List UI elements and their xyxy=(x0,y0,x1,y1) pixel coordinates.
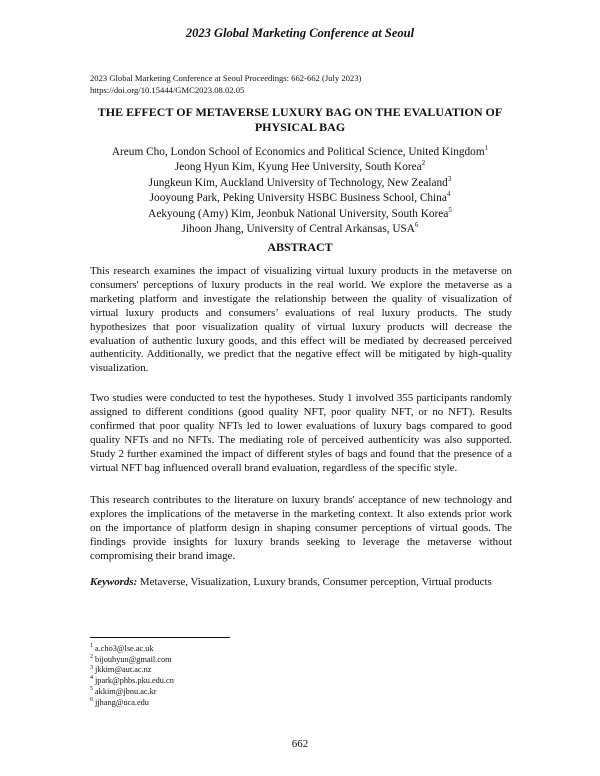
affiliation-marker: 4 xyxy=(446,190,451,199)
author-line: Jihoon Jhang, University of Central Arkansas, USA$^6$ xyxy=(181,221,419,236)
abstract-paragraph-2: Two studies were conducted to test the hypotheses. Study 1 involved 355 participants randomly assigned to different conditions (good quality NFT, poor quality NFT, or no NFT). Results confirmed that poor quality NFTs led to lower evaluations of luxury bags compared to good quality NFTs and no NFTs. The mediating role of perceived authenticity was also supported. Study 2 further examined the impact of different styles of bags and found that the presence of a virtual NFT bag influenced overall brand evaluation, regardless of the specific style. xyxy=(90,392,512,474)
email-link[interactable]: jkkim@aut.ac.nz xyxy=(95,665,152,675)
page-number: 662 xyxy=(291,738,309,750)
doi-link[interactable]: https://doi.org/10.15444/GMC2023.08.02.05 xyxy=(90,85,245,95)
footnote: $^6$ jjhang@uca.edu xyxy=(90,696,149,707)
email-link[interactable]: bijouhyun@gmail.com xyxy=(95,654,172,664)
author-line: Areum Cho, London School of Economics and Political Science, United Kingdom$^1$ xyxy=(111,144,489,158)
proceedings-info xyxy=(90,72,530,96)
footnote: $^1$ a.cho3@lse.ac.uk xyxy=(90,643,154,653)
author-line: Jooyoung Park, Peking University HSBC Business School, China$^4$ xyxy=(149,190,451,205)
footnote: $^3$ jkkim@aut.ac.nz xyxy=(90,664,152,675)
affiliation-marker: 5 xyxy=(448,205,452,214)
affiliation-marker: 6 xyxy=(414,221,419,230)
abstract-paragraph-1: This research examines the impact of visualizing virtual luxury products in the metaverse on consumers' perceptions of luxury products in the real world. We explore the metaverse as a marketing platform and investigate the relationship between the quality of visualization of virtual luxury products and consumers’ evaluations of real luxury products. The study hypothesizes that poor visualization quality of virtual luxury products will decrease the evaluation of authentic luxury goods, and this effect will be mediated by decreased perceived authenticity. Additionally, we predict that the negative effect will be mitigated by high-quality visualization. xyxy=(90,265,512,375)
keywords xyxy=(90,576,512,590)
footnotes xyxy=(90,644,390,708)
paper-title xyxy=(70,105,530,134)
running-head: 2023 Global Marketing Conference at Seoul xyxy=(185,26,415,40)
keywords-list: Metaverse, Visualization, Luxury brands, Consumer perception, Virtual products xyxy=(137,576,492,588)
footnote: $^5$ akkim@jbnu.ac.kr xyxy=(90,686,157,696)
footnote-divider xyxy=(90,637,230,638)
email-link[interactable]: akkim@jbnu.ac.kr xyxy=(95,686,157,696)
author-line: Jeong Hyun Kim, Kyung Hee University, South Korea$^2$ xyxy=(174,159,426,174)
email-link[interactable]: jpark@phbs.pku.edu.cn xyxy=(95,676,174,686)
affiliation-marker: 3 xyxy=(447,175,452,184)
author-line: Aekyoung (Amy) Kim, Jeonbuk National University, South Korea$^5$ xyxy=(148,205,452,220)
email-link[interactable]: a.cho3@lse.ac.uk xyxy=(95,644,154,653)
proceedings-line: 2023 Global Marketing Conference at Seoul Proceedings: 662-662 (July 2023) xyxy=(90,73,362,83)
footnote: $^4$ jpark@phbs.pku.edu.cn xyxy=(90,675,174,686)
keywords-label: Keywords: xyxy=(90,576,138,588)
affiliation-marker: 2 xyxy=(421,159,426,168)
abstract-paragraph-3: This research contributes to the literature on luxury brands' acceptance of new technology and explores the implications of the metaverse in the marketing context. It also extends prior work on the importance of platform design in shaping consumer perceptions of virtual goods. The findings provide insights for luxury brands seeking to leverage the metaverse without compromising their brand image. xyxy=(90,494,512,562)
title-line-2: PHYSICAL BAG xyxy=(254,119,346,134)
author-list xyxy=(60,145,540,237)
affiliation-marker: 1 xyxy=(484,144,489,153)
author-line: Jungkeun Kim, Auckland University of Technology, New Zealand$^3$ xyxy=(148,175,452,189)
email-link[interactable]: jjhang@uca.edu xyxy=(95,697,149,707)
abstract-heading: ABSTRACT xyxy=(267,240,333,254)
title-line-1: THE EFFECT OF METAVERSE LUXURY BAG ON THE EVALUATION OF xyxy=(97,105,503,119)
footnote: $^2$ bijouhyun@gmail.com xyxy=(90,653,172,664)
